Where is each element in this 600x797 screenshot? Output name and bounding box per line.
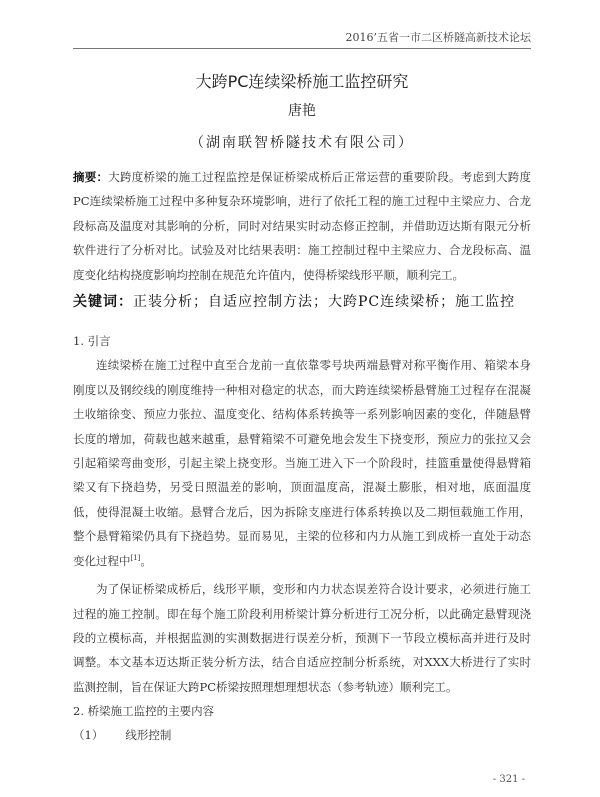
page-number: - 321 - [492, 774, 525, 786]
abstract-text: 大跨度桥梁的施工过程监控是保证桥梁成桥后正常运营的重要阶段。考虑到大跨度PC连续梁桥施工过程中多种复杂环境影响，进行了依托工程的施工过程中主梁应力、合龙段标高及温度对其影响的分析，同时对结果实时动态修正控制，并借助迈达斯有限元分析软件进行了分析对比。试验及对比结果表明：施工控制过程中主梁应力、合龙段标高、温度变化结构挠度影响均控制在规范允许值内，使得桥梁线形平顺，顺利完工。 [73, 170, 531, 282]
author: 唐艳 [288, 103, 316, 119]
abstract-label: 摘要： [73, 170, 109, 184]
paragraph: 为了保证桥梁成桥后，线形平顺，变形和内力状态误差符合设计要求，必须进行施工过程的施工控制。即在每个施工阶段利用桥梁计算分析进行工况分析，以此确定悬臂现浇段的立模标高，并根据监测的实测数据进行误差分析，预测下一节段立模标高并进行及时调整。本文基本迈达斯正装分析方法，结合自适应控制分析系统，对XXX大桥进行了实时监测控制，旨在保证大跨PC桥梁按照理想理想状态（参考轨迹）顺利完工。 [73, 582, 531, 694]
abstract [73, 165, 531, 287]
keywords-label: 关键词： [73, 294, 133, 311]
subsection-heading [73, 723, 531, 747]
paragraph-end: 。 [140, 553, 152, 568]
paragraph [73, 353, 531, 573]
running-header: 2016’五省一市二区桥隧高新技术论坛 [73, 30, 531, 49]
citation: [1] [130, 553, 141, 562]
subsection-number: （1） [73, 728, 104, 743]
keywords-text: 正装分析；自适应控制方法；大跨PC连续梁桥；施工监控 [133, 294, 516, 311]
paper-title: 大跨PC连续梁桥施工监控研究 [195, 72, 409, 91]
keywords [73, 291, 531, 313]
section-heading: 1. 引言 [73, 334, 111, 349]
section-introduction [73, 329, 531, 699]
affiliation: （湖南联智桥隧技术有限公司） [190, 135, 414, 151]
section-heading: 2. 桥梁施工监控的主要内容 [73, 704, 215, 719]
paragraph-text: 连续梁桥在施工过程中直至合龙前一直依靠零号块两端悬臂对称平衡作用、箱梁本身刚度以及钢绞线的刚度维持一种相对稳定的状态，而大跨连续梁桥悬臂施工过程存在混凝土收缩徐变、预应力张拉、温度变化、结构体系转换等一系列影响因素的变化，伴随悬臂长度的增加，荷载也越来越重，悬臂箱梁不可避免地会发生下挠变形，预应力的张拉又会引起箱梁弯曲变形，引起主梁上挠变形。当施工进入下一个阶段时，挂篮重量使得悬臂箱梁又有下挠趋势，另受日照温差的影响，顶面温度高，混凝土膨胀，相对地，底面温度低，使得混凝土收缩。悬臂合龙后，因为拆除支座进行体系转换以及二期恒载施工作用，整个悬臂箱梁仍具有下挠趋势。显而易见，主梁的位移和内力从施工到成桥一直处于动态变化过程中 [73, 358, 531, 568]
subsection-title: 线形控制 [125, 728, 172, 743]
